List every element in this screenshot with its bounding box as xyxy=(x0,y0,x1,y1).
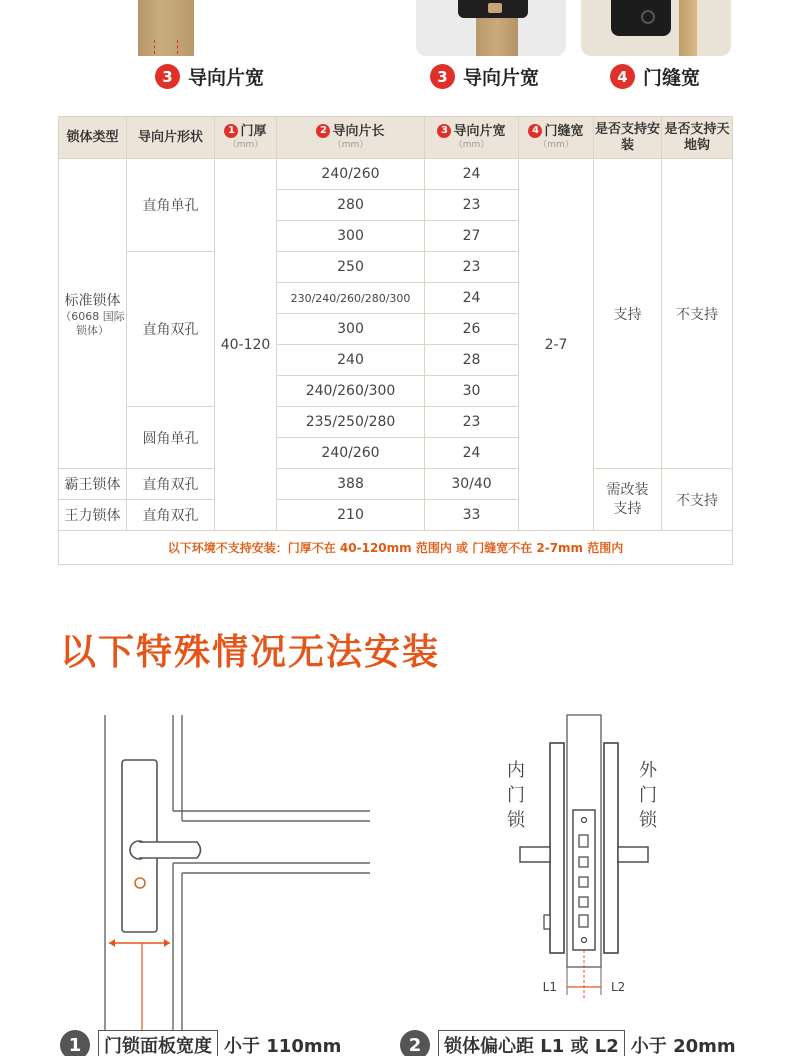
header-plate-length: 2 导向片长 （mm） xyxy=(277,117,425,159)
label-guide-width-1: 3 导向片宽 xyxy=(155,63,264,90)
door-handle xyxy=(139,842,201,858)
table-row xyxy=(59,159,733,190)
cell-length: 240/260 xyxy=(277,438,425,469)
door-gap-photo xyxy=(581,0,731,56)
cell-gap-width: 2-7 xyxy=(519,159,594,531)
table-note-row xyxy=(59,531,733,565)
compatibility-table xyxy=(58,116,733,565)
cell-width: 33 xyxy=(425,500,519,531)
caption-text: 小于 20mm xyxy=(630,1036,736,1056)
header-plate-width: 3 导向片宽 （mm） xyxy=(425,117,519,159)
door-edge-photo xyxy=(138,0,194,56)
cell-width: 28 xyxy=(425,345,519,376)
header-gap-width: 4 门缝宽 （mm） xyxy=(519,117,594,159)
caption-number: 2 xyxy=(400,1030,430,1056)
cell-length: 280 xyxy=(277,190,425,221)
number-badge: 3 xyxy=(430,64,455,89)
number-badge: 3 xyxy=(155,64,180,89)
cell-standard-lock: 标准锁体 （6068 国际锁体） xyxy=(59,159,127,469)
header-sky-earth-hook: 是否支持天地钩 xyxy=(662,117,733,159)
inner-lock-panel xyxy=(550,743,564,953)
cell-width: 30 xyxy=(425,376,519,407)
inner-handle xyxy=(520,847,550,862)
cell-door-thickness: 40-120 xyxy=(215,159,277,531)
cell-width: 24 xyxy=(425,159,519,190)
cell-length: 240/260 xyxy=(277,159,425,190)
cell-shape: 直角单孔 xyxy=(127,159,215,252)
cell-hook-support: 不支持 xyxy=(662,159,733,469)
header-install: 是否支持安装 xyxy=(594,117,662,159)
cell-width: 26 xyxy=(425,314,519,345)
section-heading: 以下特殊情况无法安装 xyxy=(60,632,441,673)
cell-shape: 直角双孔 xyxy=(127,469,215,500)
table-row xyxy=(59,469,733,500)
label-gap-width: 4 门缝宽 xyxy=(610,63,700,90)
label-guide-width-2: 3 导向片宽 xyxy=(430,63,539,90)
cell-width: 24 xyxy=(425,283,519,314)
thumb-turn xyxy=(544,915,550,929)
header-plate-shape: 导向片形状 xyxy=(127,117,215,159)
unsupported-note: 以下环境不支持安装：门厚不在 40-120mm 范围内 或 门缝宽不在 2-7mm 范围内 xyxy=(59,531,733,565)
header-door-thickness: 1 门厚 （mm） xyxy=(215,117,277,159)
guide-plate-photo xyxy=(416,0,566,56)
l2-label: L2 xyxy=(611,980,626,994)
inner-lock-label: 内门锁 xyxy=(507,760,525,831)
cell-length: 240/260/300 xyxy=(277,376,425,407)
cell-width: 27 xyxy=(425,221,519,252)
cell-bawang-lock: 霸王锁体 xyxy=(59,469,127,500)
l1-label: L1 xyxy=(542,980,557,994)
cell-install-support: 支持 xyxy=(594,159,662,469)
cell-length: 210 xyxy=(277,500,425,531)
cell-width: 23 xyxy=(425,190,519,221)
cell-length: 388 xyxy=(277,469,425,500)
table-header-row xyxy=(59,117,733,159)
cell-length: 250 xyxy=(277,252,425,283)
caption-box: 锁体偏心距 L1 或 L2 xyxy=(438,1030,625,1056)
panel-width-diagram xyxy=(60,705,400,1030)
cell-width: 23 xyxy=(425,407,519,438)
cell-length: 300 xyxy=(277,314,425,345)
cell-width: 30/40 xyxy=(425,469,519,500)
caption-box: 门锁面板宽度 xyxy=(98,1030,218,1056)
cell-shape: 直角双孔 xyxy=(127,500,215,531)
caption-number: 1 xyxy=(60,1030,90,1056)
caption-text: 小于 110mm xyxy=(224,1036,342,1056)
cell-wangli-lock: 王力锁体 xyxy=(59,500,127,531)
lock-offset-diagram xyxy=(440,705,740,1030)
lock-body xyxy=(573,810,595,950)
cell-shape: 圆角单孔 xyxy=(127,407,215,469)
cell-length: 300 xyxy=(277,221,425,252)
header-lock-type: 锁体类型 xyxy=(59,117,127,159)
cell-width: 24 xyxy=(425,438,519,469)
cell-hook-no-support: 不支持 xyxy=(662,469,733,531)
width-marker xyxy=(154,40,178,54)
cell-length: 240 xyxy=(277,345,425,376)
cell-modify-support: 需改装支持 xyxy=(594,469,662,531)
outer-handle xyxy=(618,847,648,862)
cell-width: 23 xyxy=(425,252,519,283)
caption-offset xyxy=(400,1030,736,1056)
outer-lock-panel xyxy=(604,743,618,953)
number-badge: 4 xyxy=(610,64,635,89)
cell-length: 235/250/280 xyxy=(277,407,425,438)
cell-length: 230/240/260/280/300 xyxy=(277,283,425,314)
cell-shape: 直角双孔 xyxy=(127,252,215,407)
outer-lock-label: 外门锁 xyxy=(639,760,657,831)
caption-panel-width xyxy=(60,1030,341,1056)
